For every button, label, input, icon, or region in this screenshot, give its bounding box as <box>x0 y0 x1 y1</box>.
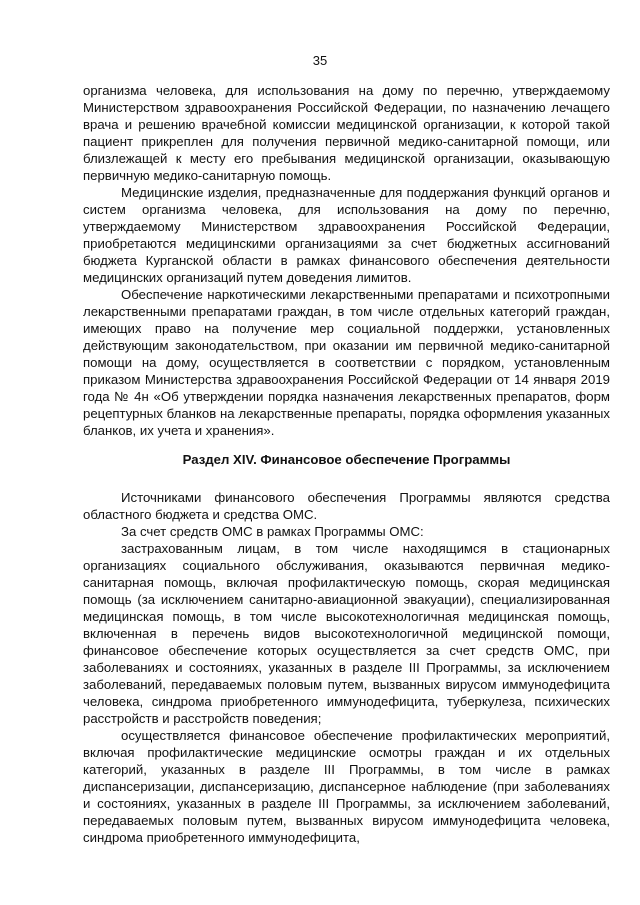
paragraph: Медицинские изделия, предназначенные для поддержания функций органов и систем организма человека, для использования на дому по перечню, утверждаемому Министерством здравоохранения Российской Федерации, приобретаются медицинскими организациями за счет бюджетных ассигнований бюджета Курганской области в рамках финансового обеспечения деятельности медицинских организаций путем доведения лимитов. <box>83 185 610 285</box>
document-body <box>83 82 610 846</box>
paragraph: осуществляется финансовое обеспечение профилактических мероприятий, включая профилактические медицинские осмотры граждан и их отдельных категорий, указанных в разделе III Программы, в том числе в рамках диспансеризации, диспансеризацию, диспансерное наблюдение (при заболеваниях и состояниях, указанных в разделе III Программы, за исключением заболеваний, передаваемых половым путем, вызванных вирусом иммунодефицита человека, синдрома приобретенного иммунодефицита, <box>83 728 610 845</box>
paragraphs-before-section <box>83 82 610 439</box>
paragraph: застрахованным лицам, в том числе находящимся в стационарных организациях социального обслуживания, оказываются первичная медико-санитарная помощь, включая профилактическую помощь, скорая медицинская помощь (за исключением санитарно-авиационной эвакуации), специализированная медицинская помощь, в том числе высокотехнологичная медицинская помощь, включенная в перечень видов высокотехнологичной медицинской помощи, финансовое обеспечение которых осуществляется за счет средств ОМС, при заболеваниях и состояниях, указанных в разделе III Программы, за исключением заболеваний, передаваемых половым путем, вызванных вирусом иммунодефицита человека, синдрома приобретенного иммунодефицита, туберкулеза, психических расстройств и расстройств поведения; <box>83 541 610 726</box>
page-number: 35 <box>312 53 328 68</box>
paragraph: Обеспечение наркотическими лекарственными препаратами и психотропными лекарственными препаратами граждан, в том числе отдельных категорий граждан, имеющих право на получение мер социальной поддержки, установленных действующим законодательством, при оказании им первичной медико-санитарной помощи на дому, осуществляется в соответствии с порядком, установленным приказом Министерства здравоохранения Российской Федерации от 14 января 2019 года № 4н «Об утверждении порядка назначения лекарственных препаратов, форм рецептурных бланков на лекарственные препараты, порядка оформления указанных бланков, их учета и хранения». <box>83 287 610 438</box>
paragraph: организма человека, для использования на дому по перечню, утверждаемому Министерством здравоохранения Российской Федерации, по назначению лечащего врача и решению врачебной комиссии медицинской организации, к которой такой пациент прикреплен для получения первичной медико-санитарной помощи, или близлежащей к месту его пребывания медицинской организации, оказывающую первичную медико-санитарную помощь. <box>83 83 610 183</box>
section-heading: Раздел XIV. Финансовое обеспечение Программы <box>182 452 511 467</box>
paragraph: За счет средств ОМС в рамках Программы ОМС: <box>121 524 424 539</box>
paragraph: Источниками финансового обеспечения Программы являются средства областного бюджета и средства ОМС. <box>83 490 610 522</box>
paragraphs-after-section <box>83 489 610 846</box>
